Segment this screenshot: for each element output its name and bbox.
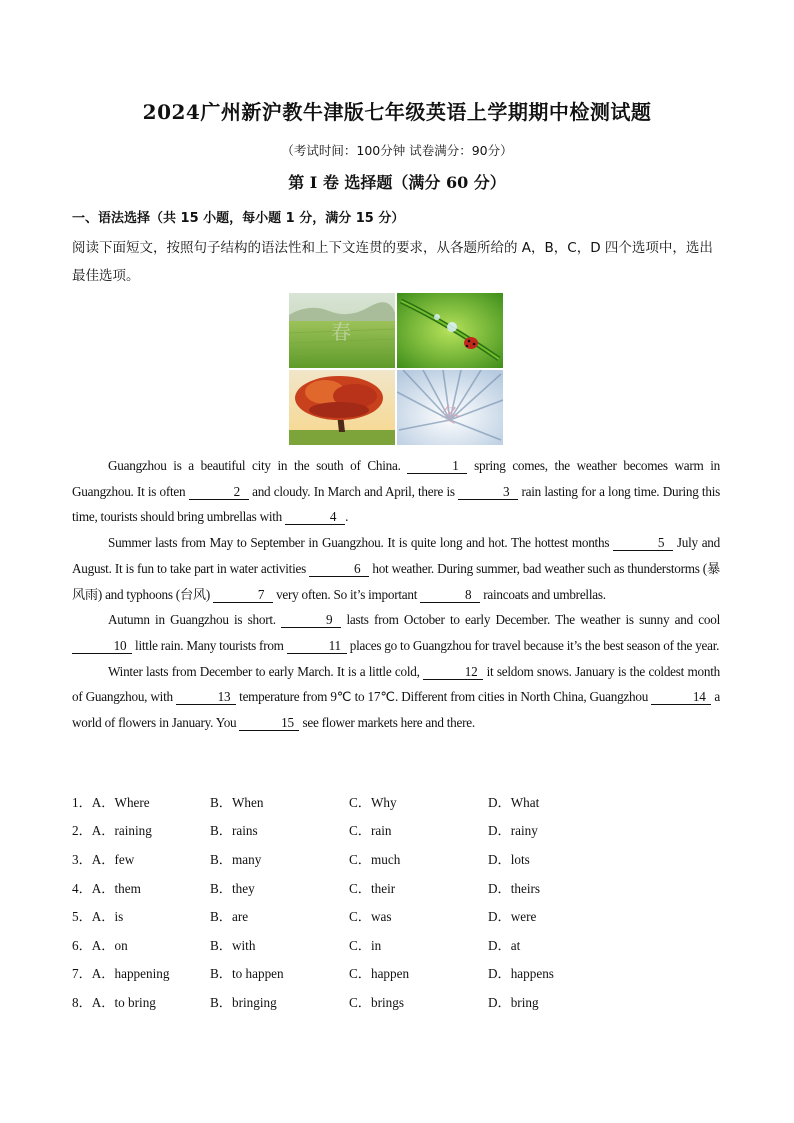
blank-3: 3 <box>458 484 518 500</box>
option-d[interactable]: D．rainy <box>488 823 538 839</box>
question-row <box>72 901 722 930</box>
option-b[interactable]: B．with <box>210 937 256 953</box>
option-b[interactable]: B．to happen <box>210 966 284 982</box>
autumn-image <box>289 370 395 445</box>
option-a[interactable]: 5．A．is <box>72 909 124 925</box>
option-d[interactable]: D．What <box>488 794 540 810</box>
option-d[interactable]: D．happens <box>488 966 554 982</box>
option-b[interactable]: B．are <box>210 909 249 925</box>
question-row <box>72 987 722 1016</box>
option-a[interactable]: 8．A．to bring <box>72 994 156 1010</box>
option-d[interactable]: D．at <box>488 937 521 953</box>
answer-options <box>72 787 722 1016</box>
instruction-text: 阅读下面短文，按照句子结构的语法性和上下文连贯的要求，从各题所给的 A，B，C，D 四个选项中，选出最佳选项。 <box>72 240 713 284</box>
option-d[interactable]: D．bring <box>488 994 539 1010</box>
option-c[interactable]: C．rain <box>349 823 392 839</box>
option-b[interactable]: B．bringing <box>210 994 277 1010</box>
option-d[interactable]: D．lots <box>488 851 530 867</box>
question-row <box>72 873 722 902</box>
blank-4: 4 <box>285 509 345 525</box>
blank-13: 13 <box>176 689 236 705</box>
option-a[interactable]: 1．A．Where <box>72 794 150 810</box>
spring-image <box>289 293 395 368</box>
blank-2: 2 <box>189 484 249 500</box>
passage-paragraph-summer: Summer lasts from May to September in Guangzhou. It is quite long and hot. The hottest months 5 July and August. It is fun to take part in water activities 6 hot weather. During summer, bad weather such as thunderstorms (暴风雨) and typhoons (台风) 7 very often. So it’s important 8 raincoats and umbrellas. <box>72 535 720 602</box>
option-a[interactable]: 2．A．raining <box>72 823 152 839</box>
reading-passage <box>72 453 720 736</box>
blank-12: 12 <box>423 664 483 680</box>
option-a[interactable]: 6．A．on <box>72 937 128 953</box>
page-title: 2024广州新沪教牛津版七年级英语上学期期中检测试题 <box>142 100 652 124</box>
option-c[interactable]: C．much <box>349 851 401 867</box>
seasons-image-grid <box>289 293 503 445</box>
option-a[interactable]: 4．A．them <box>72 880 141 896</box>
blank-5: 5 <box>613 535 673 551</box>
option-c[interactable]: C．happen <box>349 966 410 982</box>
question-row <box>72 930 722 959</box>
option-c[interactable]: C．in <box>349 937 382 953</box>
section-title: 一、语法选择（共 15 小题，每小题 1 分，满分 15 分） <box>72 211 405 226</box>
passage-paragraph-spring: Guangzhou is a beautiful city in the south of China. 1 spring comes, the weather becomes warm in Guangzhou. It is often 2 and cloudy. In March and April, there is 3 rain lasting for a long time. During this time, tourists should bring umbrellas with 4 . <box>72 458 720 525</box>
question-row <box>72 816 722 845</box>
option-b[interactable]: B．they <box>210 880 255 896</box>
option-c[interactable]: C．Why <box>349 794 397 810</box>
blank-10: 10 <box>72 638 132 654</box>
blank-7: 7 <box>213 587 273 603</box>
blank-14: 14 <box>651 689 711 705</box>
option-c[interactable]: C．was <box>349 909 392 925</box>
blank-9: 9 <box>281 612 341 628</box>
option-d[interactable]: D．were <box>488 909 537 925</box>
blank-8: 8 <box>420 587 480 603</box>
option-a[interactable]: 7．A．happening <box>72 966 170 982</box>
summer-image <box>397 293 503 368</box>
option-c[interactable]: C．their <box>349 880 396 896</box>
passage-paragraph-winter: Winter lasts from December to early March. It is a little cold, 12 it seldom snows. January is the coldest month of Guangzhou, with 13 temperature from 9℃ to 17℃. Different from cities in North China, Guangzhou 14 a world of flowers in January. You 15 see flower markets here and there. <box>72 663 721 731</box>
part-title: 第 I 卷 选择题（满分 60 分） <box>288 173 506 192</box>
winter-character: 冬 <box>440 403 460 427</box>
question-row <box>72 959 722 988</box>
blank-11: 11 <box>287 638 347 654</box>
blank-15: 15 <box>239 715 299 731</box>
option-a[interactable]: 3．A．few <box>72 851 135 867</box>
passage-paragraph-autumn: Autumn in Guangzhou is short. 9 lasts from October to early December. The weather is sunny and cool 10 little rain. Many tourists from 11 places go to Guangzhou for travel because it’s the best season of the year. <box>72 607 720 658</box>
option-d[interactable]: D．theirs <box>488 880 541 896</box>
exam-info: （考试时间：100分钟 试卷满分：90分） <box>281 143 513 158</box>
option-b[interactable]: B．When <box>210 794 264 810</box>
spring-character: 春 <box>331 320 351 344</box>
option-b[interactable]: B．many <box>210 851 262 867</box>
option-b[interactable]: B．rains <box>210 823 258 839</box>
winter-image <box>397 370 503 445</box>
blank-1: 1 <box>407 458 467 474</box>
option-c[interactable]: C．brings <box>349 994 404 1010</box>
blank-6: 6 <box>309 561 369 577</box>
question-row <box>72 844 722 873</box>
question-row <box>72 787 722 816</box>
